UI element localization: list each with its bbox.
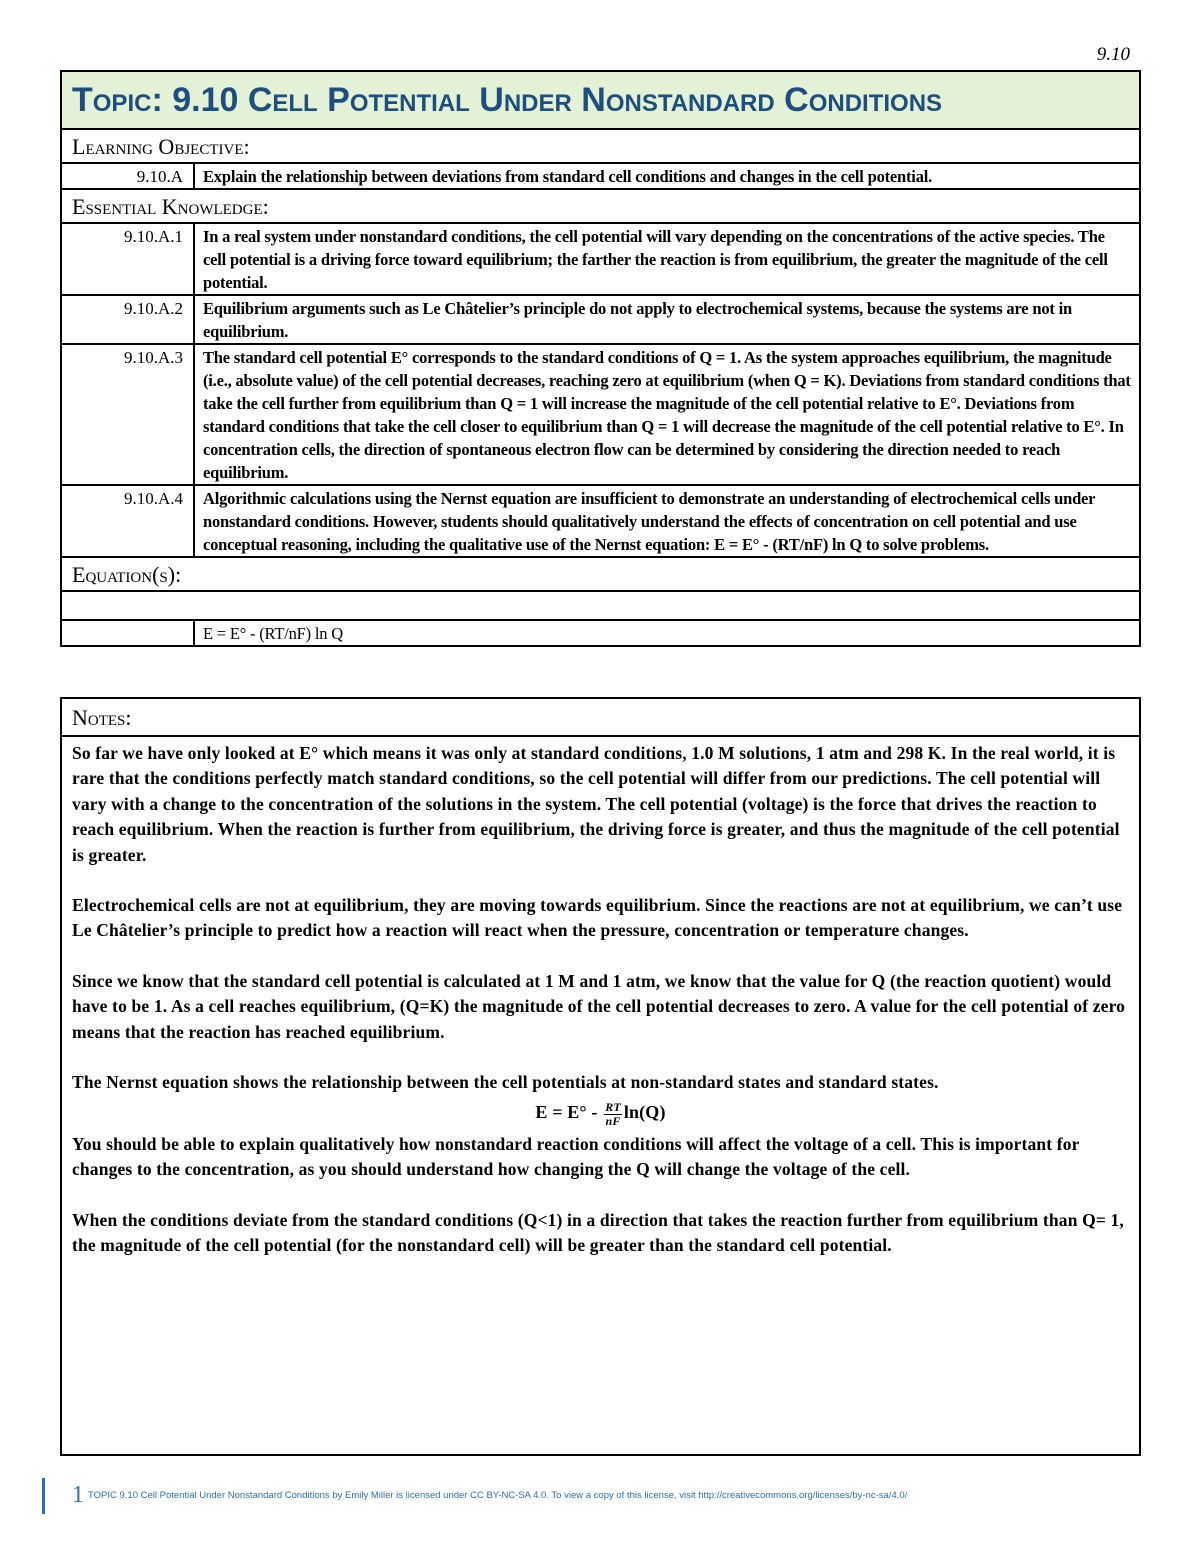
knowledge-row xyxy=(62,296,1139,345)
knowledge-row xyxy=(62,486,1139,558)
notes-paragraph: So far we have only looked at E° which means it was only at standard conditions, 1.0 M solutions, 1 atm and 298 K. In the real world, it is rare that the conditions perfectly match standard conditions, so the cell potential will differ from our predictions. The cell potential will vary with a change to the concentration of the solutions in the system. The cell potential (voltage) is the force that drives the reaction to reach equilibrium. When the reaction is further from equilibrium, the driving force is greater, and thus the magnitude of the cell potential is greater. xyxy=(72,743,1120,865)
objective-code: 9.10.A xyxy=(62,164,195,188)
knowledge-text: In a real system under nonstandard conditions, the cell potential will vary depending on the concentrations of the active species. The cell potential is a driving force toward equilibrium; the farther the reaction is from equilibrium, the greater the magnitude of the cell potential. xyxy=(203,227,1108,292)
page-number-top: 9.10 xyxy=(1096,44,1130,65)
equation-text: E = E° - (RT/nF) ln Q xyxy=(203,624,343,643)
nernst-right: ln(Q) xyxy=(623,1102,666,1123)
nernst-equation xyxy=(72,1097,1129,1127)
footer-license-text: TOPIC 9.10 Cell Potential Under Nonstandard Conditions by Emily Miller is licensed under CC BY-NC-SA 4.0. To view a copy of this license, visit http://creativecommons.org/licenses/by-nc-sa/4.0/ xyxy=(88,1490,908,1501)
knowledge-text: Equilibrium arguments such as Le Châtelier’s principle do not apply to electrochemical systems, because the systems are not in equilibrium. xyxy=(203,299,1072,341)
knowledge-code: 9.10.A.4 xyxy=(62,486,195,556)
nernst-left: E = E° - xyxy=(535,1102,603,1123)
knowledge-text: The standard cell potential E° corresponds to the standard conditions of Q = 1. As the system approaches equilibrium, the magnitude (i.e., absolute value) of the cell potential decreases, reaching zero at equilibrium (when Q = K). Deviations from standard conditions that take the cell further from equilibrium than Q = 1 will increase the magnitude of the cell potential relative to E°. Deviations from standard conditions that take the cell closer to equilibrium than Q = 1 will decrease the magnitude of the cell potential relative to E°. In concentration cells, the direction of spontaneous electron flow can be determined by considering the direction needed to reach equilibrium. xyxy=(203,348,1131,482)
knowledge-code: 9.10.A.3 xyxy=(62,345,195,484)
equations-label: Equation(s): xyxy=(62,558,1139,592)
objective-text: Explain the relationship between deviations from standard cell conditions and changes in the cell potential. xyxy=(203,167,933,186)
notes-paragraph: You should be able to explain qualitatively how nonstandard reaction conditions will affect the voltage of a cell. This is important for changes to the concentration, as you should understand how changing the Q will change the voltage of the cell. xyxy=(72,1133,1080,1180)
footer xyxy=(42,1478,1162,1512)
notes-body xyxy=(62,737,1139,1258)
equation-code-cell xyxy=(62,621,195,645)
nernst-fraction xyxy=(604,1101,622,1128)
notes-paragraph: Since we know that the standard cell potential is calculated at 1 M and 1 atm, we know that the value for Q (the reaction quotient) would have to be 1. As a cell reaches equilibrium, (Q=K) the magnitude of the cell potential decreases to zero. A value for the cell potential of zero means that the reaction has reached equilibrium. xyxy=(72,970,1126,1042)
notes-paragraph: The Nernst equation shows the relationship between the cell potentials at non-standard states and standard states. xyxy=(72,1072,939,1093)
notes-label: Notes: xyxy=(62,699,1139,737)
nernst-numerator: RT xyxy=(605,1099,621,1114)
knowledge-code: 9.10.A.2 xyxy=(62,296,195,343)
notes-box xyxy=(60,697,1141,1456)
knowledge-text: Algorithmic calculations using the Nernst equation are insufficient to demonstrate an understanding of electrochemical cells under nonstandard conditions. However, students should qualitatively understand the effects of concentration on cell potential and use conceptual reasoning, including the qualitative use of the Nernst equation: E = E° - (RT/nF) ln Q to solve problems. xyxy=(203,489,1095,554)
essential-knowledge-label: Essential Knowledge: xyxy=(62,190,1139,224)
topic-title: Topic: 9.10 Cell Potential Under Nonstandard Conditions xyxy=(62,72,1139,130)
learning-objective-row xyxy=(62,164,1139,190)
equation-row xyxy=(62,621,1139,645)
knowledge-row xyxy=(62,224,1139,296)
equations-spacer xyxy=(62,592,1139,621)
knowledge-row xyxy=(62,345,1139,486)
notes-paragraph: Electrochemical cells are not at equilibrium, they are moving towards equilibrium. Since the reactions are not at equilibrium, we can’t use Le Châtelier’s principle to predict how a reaction will react when the pressure, concentration or temperature changes. xyxy=(72,895,1123,941)
footer-page-number: 1 xyxy=(72,1482,84,1508)
nernst-denominator: nF xyxy=(605,1113,621,1128)
footer-accent-bar xyxy=(42,1478,45,1514)
topic-table xyxy=(60,70,1141,647)
learning-objective-label: Learning Objective: xyxy=(62,130,1139,164)
notes-paragraph: When the conditions deviate from the standard conditions (Q<1) in a direction that takes the reaction further from equilibrium than Q= 1, the magnitude of the cell potential (for the nonstandard cell) will be greater than the standard cell potential. xyxy=(72,1209,1124,1256)
knowledge-code: 9.10.A.1 xyxy=(62,224,195,294)
